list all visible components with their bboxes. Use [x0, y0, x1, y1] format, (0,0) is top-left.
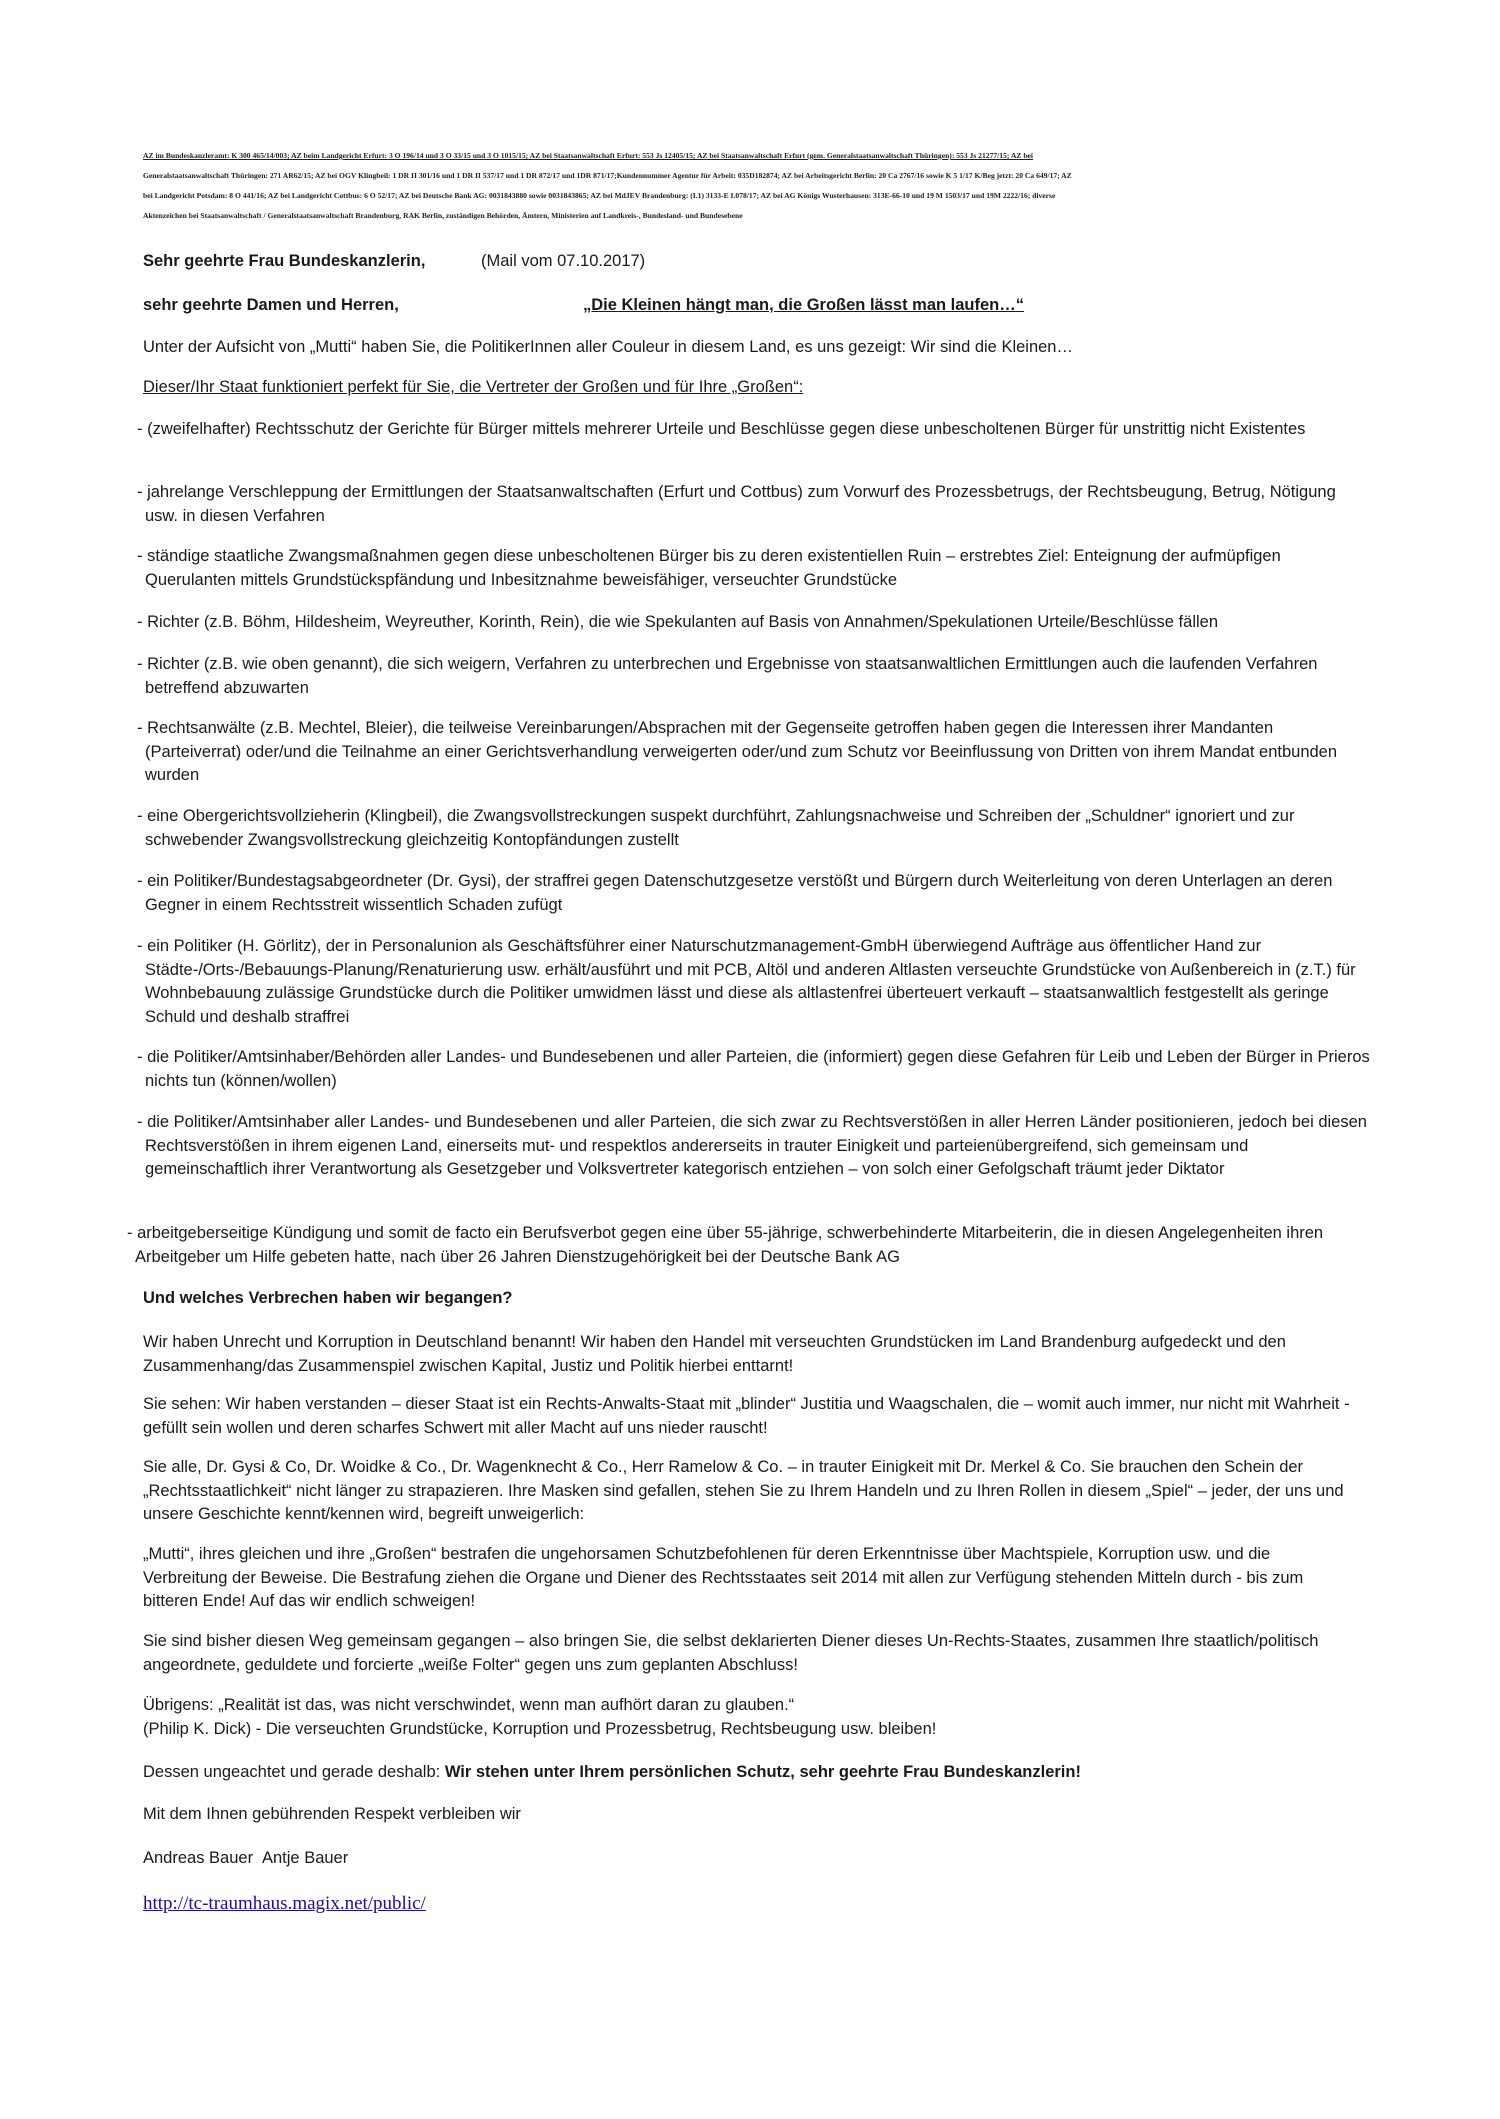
closing-prefix: Dessen ungeachtet und gerade deshalb:	[143, 1763, 445, 1781]
file-reference-header	[143, 146, 1375, 226]
salutation-general: sehr geehrte Damen und Herren,	[143, 296, 399, 314]
question-heading: Und welches Verbrechen haben wir begangen?	[143, 1289, 513, 1307]
list-item: - Rechtsanwälte (z.B. Mechtel, Bleier), die teilweise Vereinbarungen/Absprachen mit der Gegenseite getroffen haben gegen die Interessen ihrer Mandanten (Parteiverrat) oder/und die Teilnahme an einer Gerichtsverhandlung verweigerten oder/und zum Schutz vor Beeinflussung von Dritten von ihrem Mandat entbunden wurden	[137, 719, 1338, 784]
list-item: - ständige staatliche Zwangsmaßnahmen gegen diese unbescholtenen Bürger bis zu deren existentiellen Ruin – erstrebtes Ziel: Enteignung der aufmüpfigen Querulanten mittels Grundstückspfändung und Inbesitznahme beweisfähiger, verseuchter Grundstücke	[137, 547, 1281, 589]
mail-reference: (Mail vom 07.10.2017)	[481, 252, 646, 270]
list-item: - die Politiker/Amtsinhaber/Behörden aller Landes- und Bundesebenen und aller Parteien, die (informiert) gegen diese Gefahren für Leib und Leben der Bürger in Prieros nichts tun (können/wollen)	[137, 1048, 1370, 1090]
signature-andreas: Andreas Bauer	[143, 1849, 254, 1867]
list-item: - ein Politiker (H. Görlitz), der in Personalunion als Geschäftsführer einer Naturschutzmanagement-GmbH überwiegend Aufträge aus öffentlicher Hand zur Städte-/Orts-/Bebauungs-Planung/Renaturierung usw. erhält/ausführt und mit PCB, Altöl und anderen Altlasten verseuchte Grundstücke von Außenbereich in (z.T.) für Wohnbebauung zulässige Grundstücke durch die Politiker umwidmen lässt und diese als altlastenfrei überteuert verkauft – staatsanwaltlich festgestellt als geringe Schuld und deshalb straffrei	[137, 937, 1356, 1026]
list-item: - (zweifelhafter) Rechtsschutz der Gerichte für Bürger mittels mehrerer Urteile und Beschlüsse gegen diese unbescholtenen Bürger für unstrittig nicht Existentes	[137, 420, 1306, 438]
website-link[interactable]: http://tc-traumhaus.magix.net/public/	[143, 1893, 426, 1914]
quote-attribution: (Philip K. Dick) - Die verseuchten Grundstücke, Korruption und Prozessbetrug, Rechtsbeugung usw. bleiben!	[143, 1720, 937, 1738]
list-item: - eine Obergerichtsvollzieherin (Klingbeil), die Zwangsvollstreckungen suspekt durchführt, Zahlungsnachweise und Schreiben der „Schuldner“ ignoriert und zur schwebender Zwangsvollstreckung gleichzeitig Kontopfändungen zustellt	[137, 807, 1295, 849]
salutation-chancellor: Sehr geehrte Frau Bundeskanzlerin,	[143, 252, 426, 270]
list-item: - die Politiker/Amtsinhaber aller Landes- und Bundesebenen und aller Parteien, die sich zwar zu Rechtsverstößen in aller Herren Länder positionieren, jedoch bei diesen Rechtsverstößen in ihrem eigenen Land, einerseits mut- und respektlos andererseits in trauter Einigkeit und parteienübergreifend, sich gemeinsam und gemeinschaftlich ihrer Verantwortung als Gesetzgeber und Volksvertreter kategorisch entziehen – von solch einer Gefolgschaft träumt jeder Diktator	[137, 1113, 1367, 1178]
header-line-4: Aktenzeichen bei Staatsanwaltschaft / Generalstaatsanwaltschaft Brandenburg, RAK Berlin, zuständigen Behörden, Ämtern, Ministerien auf Landkreis-, Bundesland- und Bundesebene	[143, 211, 743, 220]
closing-statement	[143, 1761, 1358, 1785]
list-item: - arbeitgeberseitige Kündigung und somit de facto ein Berufsverbot gegen eine über 55-jährige, schwerbehinderte Mitarbeiterin, die in diesen Angelegenheiten ihren Arbeitgeber um Hilfe gebeten hatte, nach über 26 Jahren Dienstzugehörigkeit bei der Deutsche Bank AG	[127, 1224, 1324, 1266]
paragraph: Sie alle, Dr. Gysi & Co, Dr. Woidke & Co., Dr. Wagenknecht & Co., Herr Ramelow & Co. – in trauter Einigkeit mit Dr. Merkel & Co. Sie brauchen den Schein der „Rechtsstaatlichkeit“ nicht länger zu strapazieren. Ihre Masken sind gefallen, stehen Sie zu Ihrem Handeln und zu Ihren Rollen in diesem „Spiel“ – jeder, der uns und unsere Geschichte kennt/kennen wird, begreift unweigerlich:	[143, 1458, 1344, 1523]
header-line-1: AZ im Bundeskanzleramt: K 300 465/14/003; AZ beim Landgericht Erfurt: 3 O 196/14 und 3 O 33/15 und 3 O 1015/15; AZ bei Staatsanwaltschaft Erfurt: 553 Js 12405/15; AZ bei Staatsanwaltschaft Erfurt (gem. Generalstaatsanwaltschaft Thüringen): 553 Js 21277/15; AZ bei	[143, 151, 1034, 160]
list-item: - jahrelange Verschleppung der Ermittlungen der Staatsanwaltschaften (Erfurt und Cottbus) zum Vorwurf des Prozessbetrugs, der Rechtsbeugung, Betrug, Nötigung usw. in diesen Verfahren	[137, 483, 1336, 525]
paragraph: Wir haben Unrecht und Korruption in Deutschland benannt! Wir haben den Handel mit verseuchten Grundstücken im Land Brandenburg aufgedeckt und den Zusammenhang/das Zusammenspiel zwischen Kapital, Justiz und Politik hierbei enttarnt!	[143, 1333, 1286, 1375]
motto: „Die Kleinen hängt man, die Großen lässt man laufen…“	[583, 296, 1024, 314]
closing-bold: Wir stehen unter Ihrem persönlichen Schutz, sehr geehrte Frau Bundeskanzlerin!	[444, 1763, 1081, 1781]
header-line-2: Generalstaatsanwaltschaft Thüringen: 271 AR62/15; AZ bei OGV Klingbeil: 1 DR II 301/16 und 1 DR II 537/17 und 1 DR 872/17 und 1DR 871/17;Kundennummer Agentur für Arbeit: 035D182874; AZ bei Arbeitsgericht Berlin: 20 Ca 2767/16 sowie K 5 1/17 K/Beg jetzt: 20 Ca 649/17; AZ	[143, 171, 1072, 180]
list-item: - Richter (z.B. Böhm, Hildesheim, Weyreuther, Korinth, Rein), die wie Spekulanten auf Basis von Annahmen/Spekulationen Urteile/Beschlüsse fällen	[137, 613, 1218, 631]
header-line-3: bei Landgericht Potsdam: 8 O 441/16; AZ bei Landgericht Cottbus: 6 O 52/17; AZ bei Deutsche Bank AG: 0031843880 sowie 0031843865; AZ bei MdJEV Brandenburg: (I.1) 3133-E I.078/17; AZ bei AG Königs Wusterhausen: 313E-66-10 und 19 M 1503/17 und 19M 2222/16; diverse	[143, 191, 1056, 200]
intro-text: Unter der Aufsicht von „Mutti“ haben Sie, die PolitikerInnen aller Couleur in diesem Land, es uns gezeigt: Wir sind die Kleinen…	[143, 338, 1073, 356]
list-item: - ein Politiker/Bundestagsabgeordneter (Dr. Gysi), der straffrei gegen Datenschutzgesetze verstößt und Bürgern durch Weiterleitung von deren Unterlagen an deren Gegner in einem Rechtsstreit wissentlich Schaden zufügt	[137, 872, 1333, 914]
paragraph: Sie sehen: Wir haben verstanden – dieser Staat ist ein Rechts-Anwalts-Staat mit „blinder“ Justitia und Waagschalen, die – womit auch immer, nur nicht mit Wahrheit - gefüllt sein wollen und deren scharfes Schwert mit aller Macht auf uns nieder rauscht!	[143, 1395, 1350, 1437]
quote-line: Übrigens: „Realität ist das, was nicht verschwindet, wenn man aufhört daran zu glauben.“	[143, 1696, 795, 1714]
paragraph: Sie sind bisher diesen Weg gemeinsam gegangen – also bringen Sie, die selbst deklarierten Diener dieses Un-Rechts-Staates, zusammen Ihre staatlich/politisch angeordnete, geduldete und forcierte „weiße Folter“ gegen uns zum geplanten Abschluss!	[143, 1632, 1319, 1674]
signature-antje: Antje Bauer	[262, 1849, 349, 1867]
paragraph: „Mutti“, ihres gleichen und ihre „Großen“ bestrafen die ungehorsamen Schutzbefohlenen für deren Erkenntnisse über Machtspiele, Korruption usw. und die Verbreitung der Beweise. Die Bestrafung ziehen die Organe und Diener des Rechtsstaates seit 2014 mit allen zur Verfügung stehenden Mitteln durch - bis zum bitteren Ende! Auf das wir endlich schweigen!	[143, 1545, 1304, 1610]
regards: Mit dem Ihnen gebührenden Respekt verbleiben wir	[143, 1805, 521, 1823]
list-heading: Dieser/Ihr Staat funktioniert perfekt für Sie, die Vertreter der Großen und für Ihre „Großen“:	[143, 378, 804, 396]
list-item: - Richter (z.B. wie oben genannt), die sich weigern, Verfahren zu unterbrechen und Ergebnisse von staatsanwaltlichen Ermittlungen auch die laufenden Verfahren betreffend abzuwarten	[137, 655, 1318, 697]
